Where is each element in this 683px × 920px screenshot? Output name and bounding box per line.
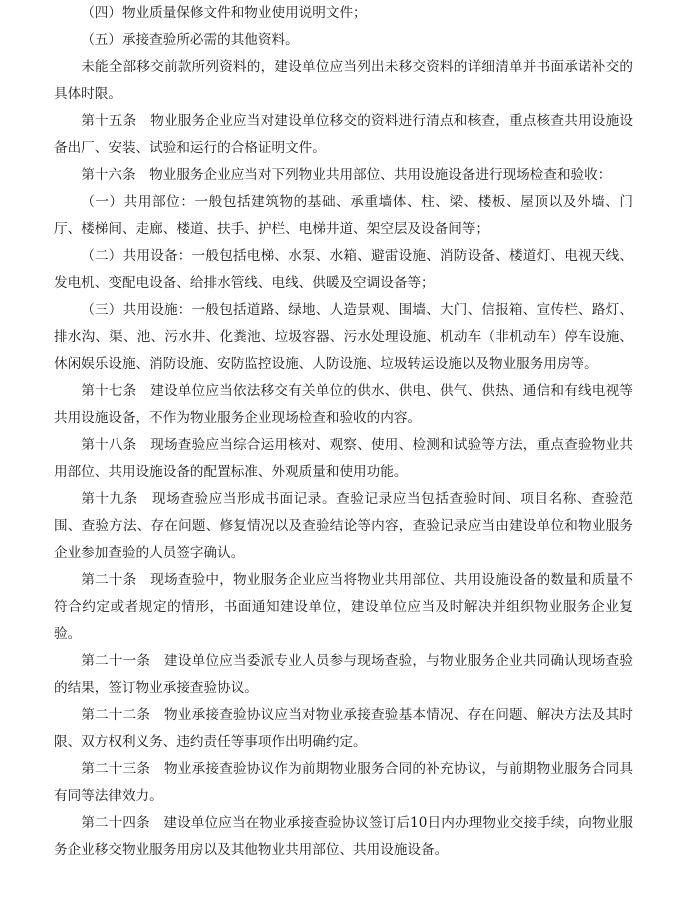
paragraph: 第二十二条 物业承接查验协议应当对物业承接查验基本情况、存在问题、解决方法及其时限、双方权利义务、违约责任等事项作出明确约定。	[54, 707, 633, 750]
document-body	[54, 0, 633, 864]
paragraph: （三）共用设施：一般包括道路、绿地、人造景观、围墙、大门、信报箱、宣传栏、路灯、排水沟、渠、池、污水井、化粪池、垃圾容器、污水处理设施、机动车（非机动车）停车设施、休闲娱乐设施、消防设施、安防监控设施、人防设施、垃圾转运设施以及物业服务用房等。	[54, 302, 633, 372]
paragraph: （二）共用设备：一般包括电梯、水泵、水箱、避雷设施、消防设备、楼道灯、电视天线、发电机、变配电设备、给排水管线、电线、供暖及空调设备等；	[54, 248, 633, 291]
paragraph: 第十六条 物业服务企业应当对下列物业共用部位、共用设施设备进行现场检查和验收：	[81, 167, 612, 183]
paragraph: （一）共用部位：一般包括建筑物的基础、承重墙体、柱、梁、楼板、屋顶以及外墙、门厅、楼梯间、走廊、楼道、扶手、护栏、电梯井道、架空层及设备间等；	[54, 194, 633, 237]
paragraph: （四）物业质量保修文件和物业使用说明文件；	[81, 5, 367, 21]
paragraph: 第二十四条 建设单位应当在物业承接查验协议签订后10日内办理物业交接手续，向物业服务企业移交物业服务用房以及其他物业共用部位、共用设施设备。	[54, 815, 633, 858]
paragraph: （五）承接查验所必需的其他资料。	[81, 32, 299, 48]
paragraph: 第十八条 现场查验应当综合运用核对、观察、使用、检测和试验等方法，重点查验物业共用部位、共用设施设备的配置标准、外观质量和使用功能。	[54, 437, 633, 480]
paragraph: 第二十条 现场查验中，物业服务企业应当将物业共用部位、共用设施设备的数量和质量不符合约定或者规定的情形，书面通知建设单位，建设单位应当及时解决并组织物业服务企业复验。	[54, 572, 633, 642]
paragraph: 未能全部移交前款所列资料的，建设单位应当列出未移交资料的详细清单并书面承诺补交的具体时限。	[54, 59, 633, 102]
paragraph: 第二十三条 物业承接查验协议作为前期物业服务合同的补充协议，与前期物业服务合同具有同等法律效力。	[54, 761, 633, 804]
paragraph: 第二十一条 建设单位应当委派专业人员参与现场查验，与物业服务企业共同确认现场查验的结果，签订物业承接查验协议。	[54, 653, 633, 696]
paragraph: 第十七条 建设单位应当依法移交有关单位的供水、供电、供气、供热、通信和有线电视等共用设施设备，不作为物业服务企业现场检查和验收的内容。	[54, 383, 633, 426]
paragraph: 第十九条 现场查验应当形成书面记录。查验记录应当包括查验时间、项目名称、查验范围、查验方法、存在问题、修复情况以及查验结论等内容，查验记录应当由建设单位和物业服务企业参加查验的人员签字确认。	[54, 491, 633, 561]
paragraph: 第十五条 物业服务企业应当对建设单位移交的资料进行清点和核查，重点核查共用设施设备出厂、安装、试验和运行的合格证明文件。	[54, 113, 633, 156]
